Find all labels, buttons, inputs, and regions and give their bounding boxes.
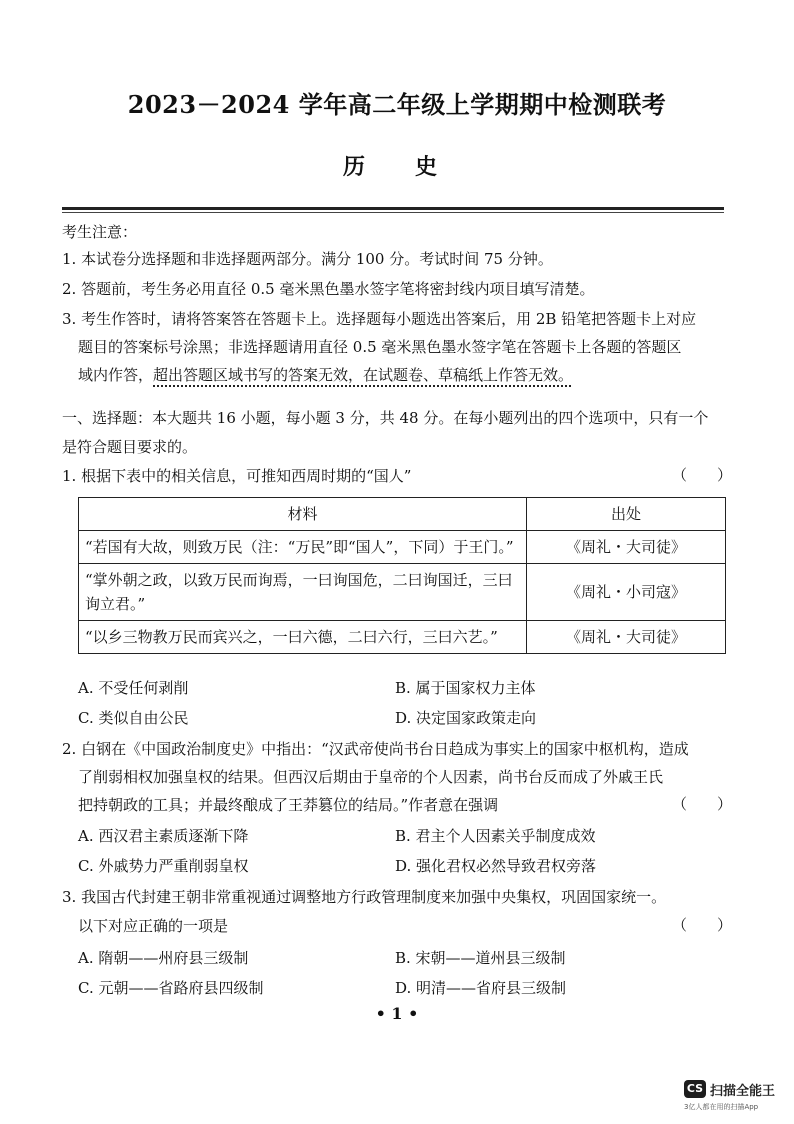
table-cell-source: 《周礼・小司寇》 — [527, 564, 726, 621]
notice-item-3-line-1: 3. 考生作答时，请将答案答在答题卡上。选择题每小题选出答案后，用 2B 铅笔把答题卡上对应 — [62, 310, 697, 328]
question-3-option-a: A. 隋朝——州府县三级制 — [78, 949, 249, 967]
header-divider-thin — [62, 212, 724, 213]
table-header-source: 出处 — [527, 498, 726, 531]
question-2-stem-line-3: 把持朝政的工具；并最终酿成了王莽篡位的结局。”作者意在强调 — [78, 796, 499, 814]
question-2-option-a: A. 西汉君主素质逐渐下降 — [78, 827, 249, 845]
question-1-answer-paren: （ ） — [672, 466, 733, 484]
notice-item-3-line-3-plain: 域内作答， — [78, 366, 154, 384]
table-cell-source: 《周礼・大司徒》 — [527, 531, 726, 564]
watermark-app-name: 扫描全能王 — [710, 1084, 776, 1099]
question-3-answer-paren: （ ） — [672, 916, 733, 934]
camscanner-logo-icon: CS — [684, 1080, 706, 1098]
notice-item-3-line-3 — [78, 365, 748, 385]
question-2-option-d: D. 强化君权必然导致君权旁落 — [395, 857, 597, 875]
table-row — [79, 564, 726, 621]
question-2-option-b: B. 君主个人因素关乎制度成效 — [395, 827, 596, 845]
table-cell-material: “若国有大故，则致万民（注：“万民”即“国人”，下同）于王门。” — [79, 531, 527, 564]
table-cell-material: “掌外朝之政，以致万民而询焉，一曰询国危，二曰询国迁，三曰询立君。” — [79, 564, 527, 621]
question-2-stem-line-1: 2. 白钢在《中国政治制度史》中指出：“汉武帝使尚书台日趋成为事实上的国家中枢机构，造成 — [62, 740, 689, 758]
notice-emphasis: 超出答题区域书写的答案无效，在试题卷、草稿纸上作答无效。 — [153, 366, 574, 384]
question-1-option-b: B. 属于国家权力主体 — [395, 679, 536, 697]
question-3-option-b: B. 宋朝——道州县三级制 — [395, 949, 566, 967]
question-2-stem-line-2: 了削弱相权加强皇权的结果。但西汉后期由于皇帝的个人因素，尚书台反而成了外戚王氏 — [78, 768, 664, 786]
table-row — [79, 621, 726, 654]
header-divider-thick — [62, 207, 724, 210]
question-1-option-a: A. 不受任何剥削 — [78, 679, 189, 697]
question-1-option-c: C. 类似自由公民 — [78, 709, 189, 727]
notice-heading: 考生注意： — [62, 223, 138, 241]
section-1-instructions-line-1: 一、选择题：本大题共 16 小题，每小题 3 分，共 48 分。在每小题列出的四个选项中，只有一个 — [62, 409, 709, 427]
question-3-option-c: C. 元朝——省路府县四级制 — [78, 979, 264, 997]
table-cell-material: “以乡三物教万民而宾兴之，一曰六德，二曰六行，三曰六艺。” — [79, 621, 527, 654]
question-1-stem: 1. 根据下表中的相关信息，可推知西周时期的“国人” — [62, 467, 412, 485]
question-3-option-d: D. 明清——省府县三级制 — [395, 979, 567, 997]
question-3-stem-line-1: 3. 我国古代封建王朝非常重视通过调整地方行政管理制度来加强中央集权，巩固国家统一。 — [62, 888, 667, 906]
question-1-table — [78, 497, 726, 654]
subject-title: 历 史 — [342, 154, 451, 180]
notice-item-2: 2. 答题前，考生务必用直径 0.5 毫米黑色墨水签字笔将密封线内项目填写清楚。 — [62, 280, 595, 298]
section-1-instructions-line-2: 是符合题目要求的。 — [62, 438, 198, 456]
question-2-option-c: C. 外戚势力严重削弱皇权 — [78, 857, 249, 875]
table-row — [79, 531, 726, 564]
table-header-material: 材料 — [79, 498, 527, 531]
question-1-option-d: D. 决定国家政策走向 — [395, 709, 537, 727]
question-3-stem-line-2: 以下对应正确的一项是 — [78, 917, 229, 935]
page-number: • 1 • — [375, 1004, 419, 1023]
watermark-tagline: 3亿人都在用的扫描App — [684, 1103, 759, 1111]
notice-item-1: 1. 本试卷分选择题和非选择题两部分。满分 100 分。考试时间 75 分钟。 — [62, 250, 553, 268]
table-header-row — [79, 498, 726, 531]
exam-title: 2023－2024 学年高二年级上学期期中检测联考 — [127, 90, 667, 119]
notice-item-3-line-2: 题目的答案标号涂黑；非选择题请用直径 0.5 毫米黑色墨水签字笔在答题卡上各题的答题区 — [78, 338, 682, 356]
table-cell-source: 《周礼・大司徒》 — [527, 621, 726, 654]
question-2-answer-paren: （ ） — [672, 795, 733, 813]
